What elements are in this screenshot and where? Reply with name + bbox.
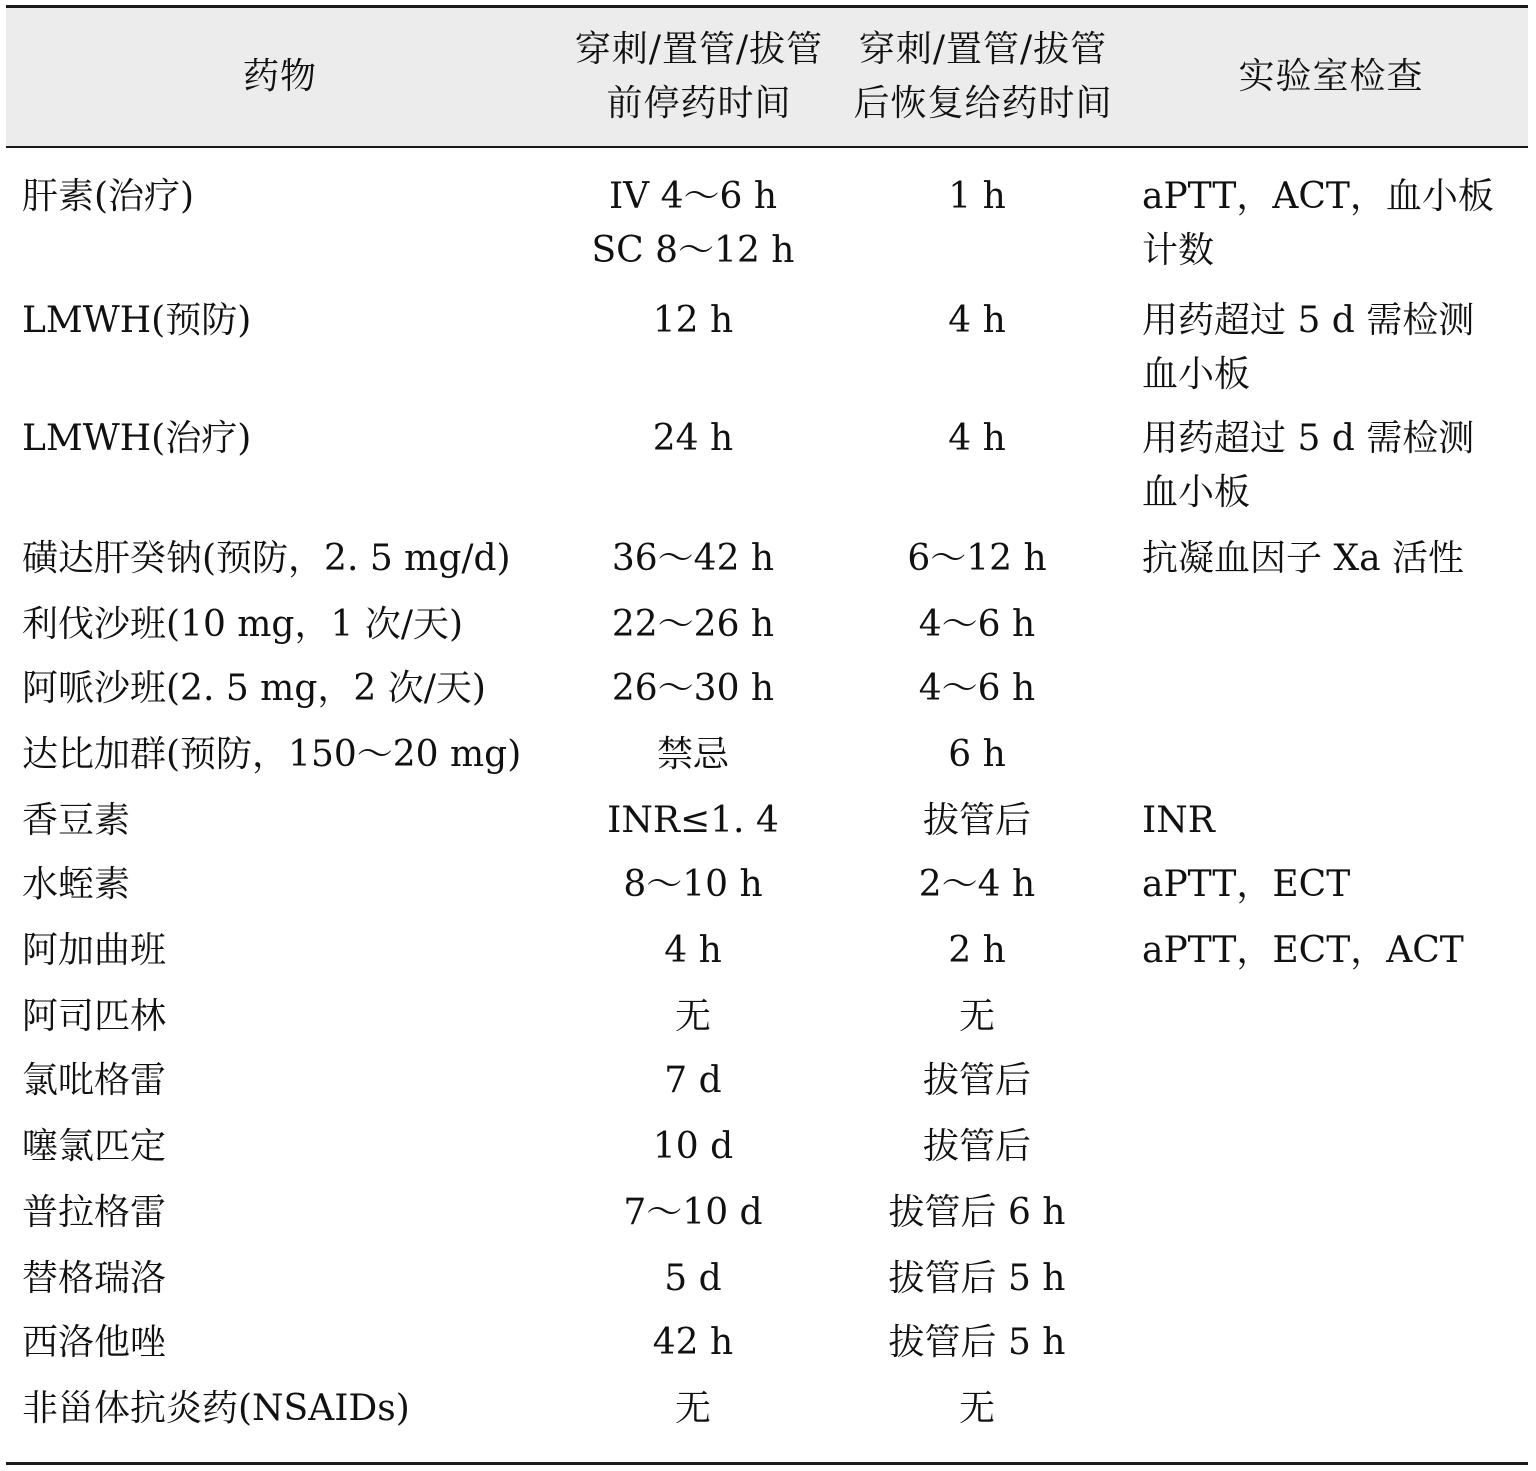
resume-time-cell: 无 [958,1388,995,1429]
lab-test-cell: INR [1142,800,1215,841]
stop-time-cell: 22～26 h [611,604,775,645]
resume-time-cell: 2 h [948,930,1006,971]
drug-cell: 阿加曲班 [22,930,167,971]
lab-test-cell: aPTT，ACT，血小板 计数 [1142,176,1494,271]
stop-time-cell: 26～30 h [611,668,775,709]
lab-test-cell: 抗凝血因子 Xa 活性 [1142,538,1464,579]
drug-cell: 西洛他唑 [22,1322,167,1363]
drug-cell: 香豆素 [22,800,131,841]
resume-time-cell: 拔管后 [922,1060,1031,1101]
stop-time-cell: 24 h [652,418,734,459]
stop-time-cell: 10 d [652,1126,734,1167]
stop-time-cell: IV 4～6 h SC 8～12 h [591,176,795,271]
stop-time-cell: 4 h [664,930,722,971]
resume-time-cell: 无 [958,996,995,1037]
resume-time-cell: 拔管后 [922,800,1031,841]
lab-test-cell: aPTT，ECT，ACT [1142,930,1464,971]
drug-cell: 达比加群(预防，150～20 mg) [22,734,522,775]
stop-time-cell: 无 [674,996,711,1037]
lab-test-cell: 用药超过 5 d 需检测 血小板 [1142,418,1475,513]
resume-time-cell: 4 h [948,418,1006,459]
drug-cell: 氯吡格雷 [22,1060,167,1101]
resume-time-cell: 6～12 h [907,538,1047,579]
stop-time-cell: 42 h [652,1322,734,1363]
resume-time-cell: 6 h [948,734,1006,775]
resume-time-cell: 4 h [948,300,1006,341]
drug-cell: 阿司匹林 [22,996,167,1037]
resume-time-cell: 拔管后 5 h [888,1258,1066,1299]
resume-time-cell: 2～4 h [918,864,1036,905]
header-lab-test: 实验室检查 [1238,56,1424,97]
stop-time-cell: 5 d [664,1258,722,1299]
drug-cell: LMWH(治疗) [22,418,252,459]
resume-time-cell: 4～6 h [918,668,1036,709]
stop-time-cell: 禁忌 [656,734,729,775]
table-header [6,8,1528,146]
resume-time-cell: 拔管后 [922,1126,1031,1167]
stop-time-cell: 8～10 h [623,864,763,905]
table-bottom-rule [6,1462,1528,1465]
resume-time-cell: 拔管后 6 h [888,1192,1066,1233]
drug-cell: 磺达肝癸钠(预防，2. 5 mg/d) [22,538,511,579]
drug-cell: LMWH(预防) [22,300,252,341]
stop-time-cell: 12 h [652,300,734,341]
stop-time-cell: 无 [674,1388,711,1429]
drug-cell: 替格瑞洛 [22,1258,167,1299]
lab-test-cell: aPTT，ECT [1142,864,1351,905]
header-resume-time: 穿刺/置管/拔管 后恢复给药时间 [853,29,1113,124]
drug-cell: 普拉格雷 [22,1192,167,1233]
resume-time-cell: 4～6 h [918,604,1036,645]
drug-cell: 肝素(治疗) [22,176,195,217]
drug-cell: 利伐沙班(10 mg，1 次/天) [22,604,464,645]
stop-time-cell: 36～42 h [611,538,775,579]
header-stop-time: 穿刺/置管/拔管 前停药时间 [574,29,824,124]
header-drug: 药物 [242,56,317,97]
lab-test-cell: 用药超过 5 d 需检测 血小板 [1142,300,1475,395]
stop-time-cell: 7 d [664,1060,722,1101]
stop-time-cell: INR≤1. 4 [607,800,779,841]
table-header-rule [6,146,1528,148]
drug-cell: 噻氯匹定 [22,1126,167,1167]
drug-cell: 阿哌沙班(2. 5 mg，2 次/天) [22,668,486,709]
resume-time-cell: 拔管后 5 h [888,1322,1066,1363]
resume-time-cell: 1 h [948,176,1006,217]
stop-time-cell: 7～10 d [623,1192,763,1233]
drug-cell: 水蛭素 [22,864,131,905]
drug-cell: 非甾体抗炎药(NSAIDs) [22,1388,410,1429]
